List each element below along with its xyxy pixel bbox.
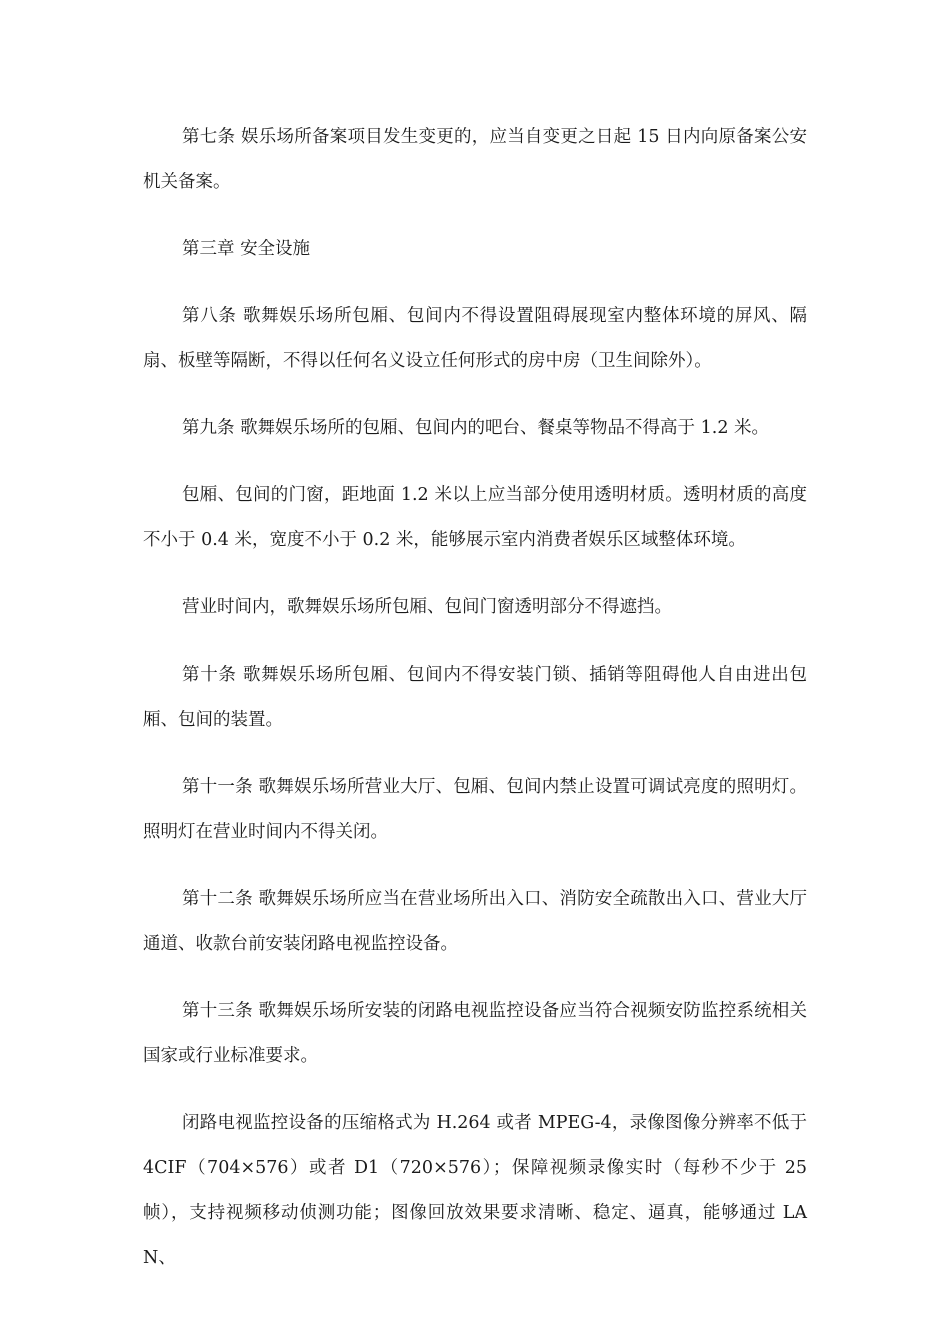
article-9-business-hours-paragraph: 营业时间内，歌舞娱乐场所包厢、包间门窗透明部分不得遮挡。 [182, 597, 672, 617]
article-11-paragraph: 第十一条 歌舞娱乐场所营业大厅、包厢、包间内禁止设置可调试亮度的照明灯。照明灯在营业时间内不得关闭。 [143, 777, 807, 842]
cctv-spec-paragraph: 闭路电视监控设备的压缩格式为 H.264 或者 MPEG-4，录像图像分辨率不低于 4CIF（704×576）或者 D1（720×576）；保障视频录像实时（每秒不少于 25 帧），支持视频移动侦测功能；图像回放效果要求清晰、稳定、逼真，能够通过 LAN、 [143, 1113, 807, 1268]
article-8-paragraph: 第八条 歌舞娱乐场所包厢、包间内不得设置阻碍展现室内整体环境的屏风、隔扇、板壁等隔断，不得以任何名义设立任何形式的房中房（卫生间除外）。 [143, 306, 807, 371]
article-10-paragraph: 第十条 歌舞娱乐场所包厢、包间内不得安装门锁、插销等阻碍他人自由进出包厢、包间的装置。 [143, 665, 807, 730]
article-12-paragraph: 第十二条 歌舞娱乐场所应当在营业场所出入口、消防安全疏散出入口、营业大厅通道、收款台前安装闭路电视监控设备。 [143, 889, 807, 954]
article-13-paragraph: 第十三条 歌舞娱乐场所安装的闭路电视监控设备应当符合视频安防监控系统相关国家或行业标准要求。 [143, 1001, 807, 1066]
article-9-doors-paragraph: 包厢、包间的门窗，距地面 1.2 米以上应当部分使用透明材质。透明材质的高度不小于 0.4 米，宽度不小于 0.2 米，能够展示室内消费者娱乐区域整体环境。 [143, 485, 807, 550]
article-9-paragraph: 第九条 歌舞娱乐场所的包厢、包间内的吧台、餐桌等物品不得高于 1.2 米。 [182, 418, 770, 438]
article-7-paragraph: 第七条 娱乐场所备案项目发生变更的，应当自变更之日起 15 日内向原备案公安机关备案。 [143, 127, 807, 192]
chapter-3-heading: 第三章 安全设施 [182, 239, 311, 259]
